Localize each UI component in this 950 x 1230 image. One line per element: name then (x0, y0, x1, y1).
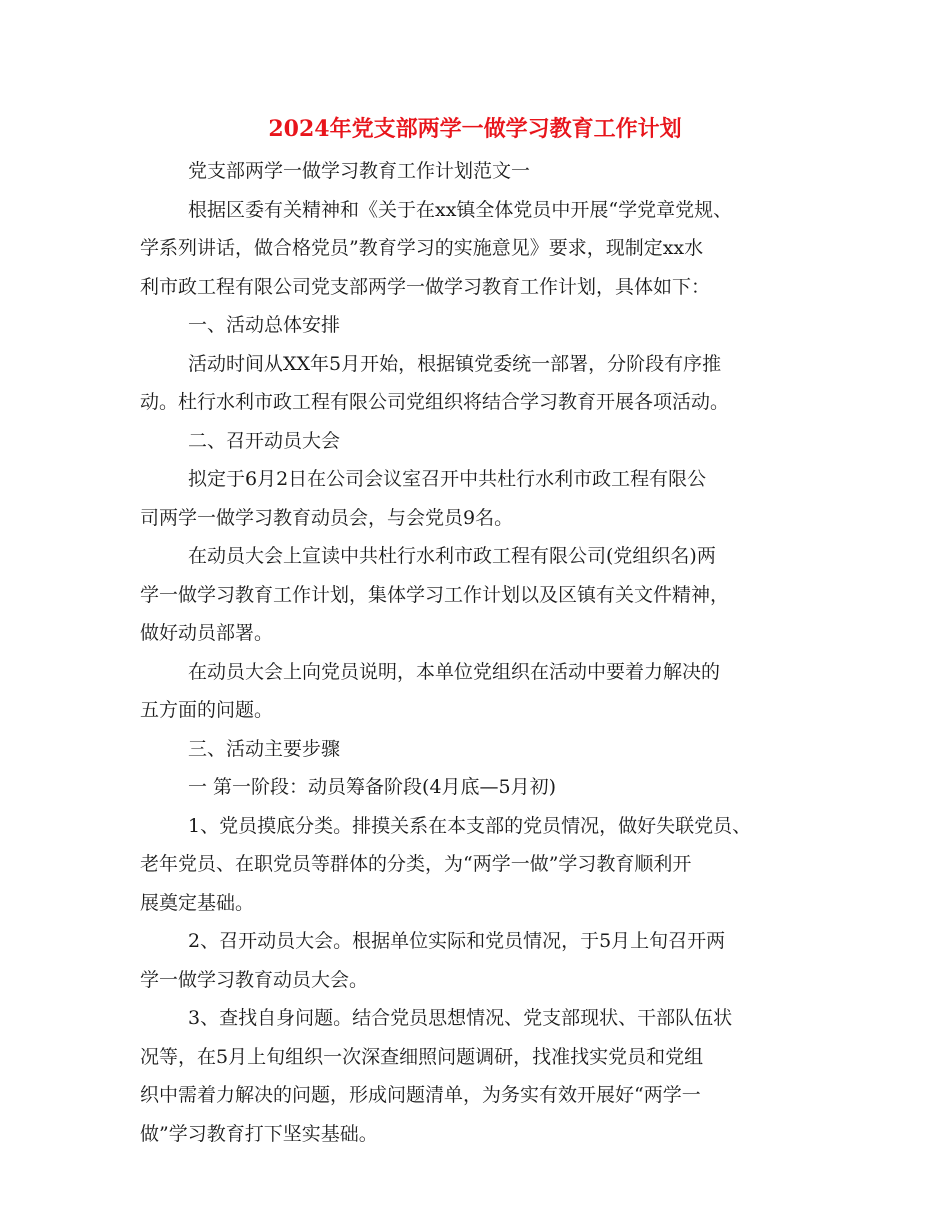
paragraph-line: 活动时间从XX年5月开始，根据镇党委统一部署，分阶段有序推 (188, 352, 722, 375)
paragraph-line: 学一做学习教育工作计划，集体学习工作计划以及区镇有关文件精神， (140, 583, 730, 606)
paragraph (140, 768, 820, 807)
paragraph-line: 展奠定基础。 (140, 891, 255, 914)
paragraph (140, 922, 820, 999)
paragraph-line: 在动员大会上向党员说明，本单位党组织在活动中要着力解决的 (188, 660, 721, 683)
paragraph-line: 党支部两学一做学习教育工作计划范文一 (188, 160, 531, 182)
paragraph-line: 司两学一做学习教育动员会，与会党员9名。 (140, 506, 514, 529)
paragraph-line: 在动员大会上宣读中共杜行水利市政工程有限公司(党组织名)两 (188, 545, 716, 567)
paragraph (140, 730, 820, 769)
paragraph-line: 3、查找自身问题。结合党员思想情况、党支部现状、干部队伍状 (188, 1007, 733, 1029)
paragraph-line: 2、召开动员大会。根据单位实际和党员情况，于5月上旬召开两 (188, 930, 726, 952)
paragraph-line: 动。杜行水利市政工程有限公司党组织将结合学习教育开展各项活动。 (140, 391, 730, 413)
paragraph (140, 807, 820, 923)
paragraph-line: 利市政工程有限公司党支部两学一做学习教育工作计划，具体如下： (140, 275, 711, 298)
paragraph-line: 做”学习教育打下坚实基础。 (140, 1122, 378, 1145)
document-body (140, 152, 820, 1153)
paragraph-line: 学系列讲话，做合格党员”教育学习的实施意见》要求，现制定xx水 (140, 237, 704, 259)
paragraph-line: 况等，在5月上旬组织一次深查细照问题调研，找准找实党员和党组 (140, 1045, 704, 1068)
paragraph-line: 1、党员摸底分类。排摸关系在本支部的党员情况，做好失联党员、 (188, 814, 752, 837)
paragraph (140, 999, 820, 1153)
paragraph-line: 拟定于6月2日在公司会议室召开中共杜行水利市政工程有限公 (188, 468, 707, 490)
paragraph (140, 306, 820, 345)
document-title: 2024年党支部两学一做学习教育工作计划 (268, 116, 682, 142)
paragraph-line: 做好动员部署。 (140, 622, 274, 644)
paragraph-line: 老年党员、在职党员等群体的分类，为“两学一做”学习教育顺利开 (140, 853, 692, 875)
paragraph-line: 一 第一阶段：动员筹备阶段(4月底—5月初) (188, 776, 557, 798)
paragraph-line: 二、召开动员大会 (188, 429, 341, 452)
paragraph-line: 一、活动总体安排 (188, 314, 341, 336)
paragraph-line: 学一做学习教育动员大会。 (140, 968, 369, 991)
paragraph-line: 三、活动主要步骤 (188, 737, 341, 760)
paragraph (140, 460, 820, 537)
paragraph-line: 根据区委有关精神和《关于在xx镇全体党员中开展“学党章党规、 (188, 198, 733, 221)
paragraph (140, 152, 820, 191)
paragraph (140, 653, 820, 730)
paragraph-line: 五方面的问题。 (140, 699, 274, 721)
paragraph (140, 422, 820, 461)
paragraph (140, 537, 820, 653)
paragraph (140, 191, 820, 307)
paragraph (140, 345, 820, 422)
paragraph-line: 织中需着力解决的问题，形成问题清单，为务实有效开展好“两学一 (140, 1084, 701, 1106)
